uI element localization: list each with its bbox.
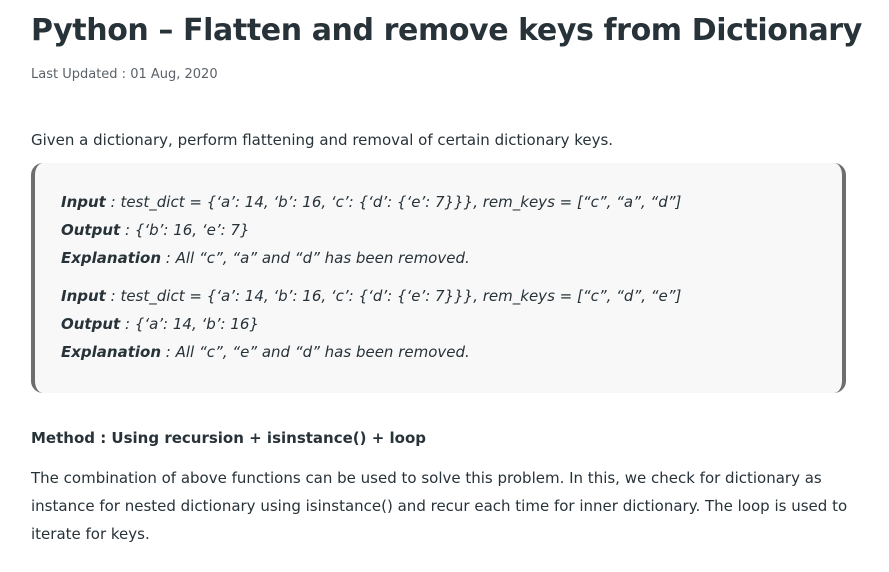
- example-2-output-value: : {‘a’: 14, ‘b’: 16}: [120, 315, 260, 333]
- last-updated-date: Last Updated : 01 Aug, 2020: [31, 67, 218, 82]
- example-1-input-line: [61, 191, 681, 213]
- example-box: [31, 163, 846, 393]
- method-description: The combination of above functions can be used to solve this problem. In this, we check for dictionary as instance for nested dictionary using isinstance() and recur each time for inner dictionary. The loop is used to iterate for keys.: [31, 469, 848, 543]
- intro-paragraph: Given a dictionary, perform flattening and removal of certain dictionary keys.: [31, 131, 614, 149]
- example-1-explanation-label: Explanation: [61, 249, 162, 267]
- method-heading: Method : Using recursion + isinstance() + loop: [31, 429, 426, 447]
- example-2-input-line: [61, 285, 681, 307]
- example-2-output-line: [61, 313, 259, 335]
- example-2-input-label: Input: [61, 287, 106, 305]
- example-1-explanation-line: [61, 247, 470, 269]
- example-2-output-label: Output: [61, 315, 121, 333]
- example-2-explanation-line: [61, 341, 470, 363]
- example-1-explanation-value: : All “c”, “a” and “d” has been removed.: [161, 249, 470, 267]
- example-1-output-value: : {‘b’: 16, ‘e’: 7}: [120, 221, 250, 239]
- example-1-input-label: Input: [61, 193, 106, 211]
- example-1-input-value: : test_dict = {‘a’: 14, ‘b’: 16, ‘c’: {‘d’: {‘e’: 7}}}, rem_keys = [“c”, “a”, “d”]: [105, 193, 682, 211]
- example-2-input-value: : test_dict = {‘a’: 14, ‘b’: 16, ‘c’: {‘d’: {‘e’: 7}}}, rem_keys = [“c”, “d”, “e”]: [105, 287, 682, 305]
- article-title: Python – Flatten and remove keys from Dictionary: [31, 13, 862, 48]
- example-1-output-label: Output: [61, 221, 121, 239]
- example-2-explanation-label: Explanation: [61, 343, 162, 361]
- example-2-explanation-value: : All “c”, “e” and “d” has been removed.: [161, 343, 470, 361]
- example-1-output-line: [61, 219, 250, 241]
